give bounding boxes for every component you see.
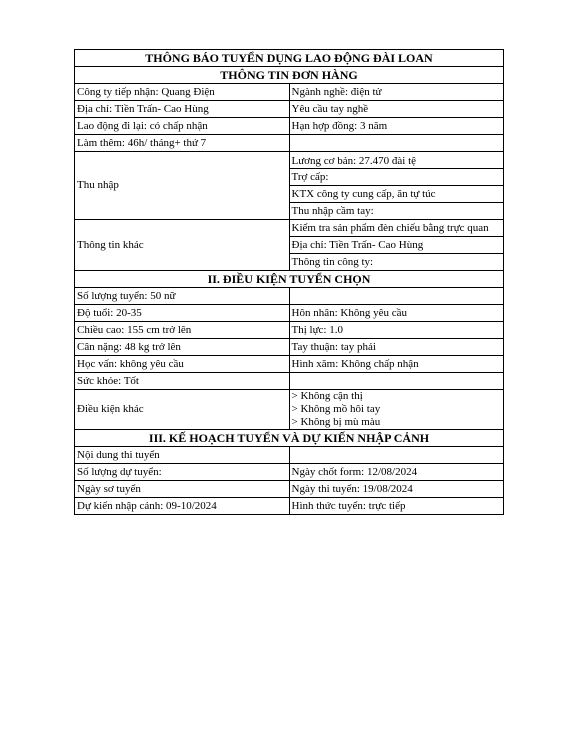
table-row: [75, 84, 504, 101]
section-heading-selection-criteria: II. ĐIỀU KIỆN TUYỂN CHỌN: [75, 271, 504, 288]
table-row: [75, 135, 504, 152]
exam-date-cell: Ngày thi tuyển: 19/08/2024: [289, 481, 504, 498]
condition-no-sweaty-hands: > Không mồ hôi tay: [291, 403, 381, 415]
table-row: [75, 118, 504, 135]
empty-cell: [289, 447, 504, 464]
health-cell: Sức khỏe: Tốt: [75, 373, 290, 390]
overtime-cell: Làm thêm: 46h/ tháng+ thứ 7: [75, 135, 290, 152]
weight-cell: Cân nặng: 48 kg trở lên: [75, 339, 290, 356]
recruitment-notice-table: [74, 49, 504, 515]
title-row: [75, 50, 504, 67]
recruitment-method-cell: Hình thức tuyển: trực tiếp: [289, 498, 504, 515]
empty-cell: [289, 135, 504, 152]
take-home-pay-cell: Thu nhập cầm tay:: [289, 203, 504, 220]
company-cell: Công ty tiếp nhận: Quang Điện: [75, 84, 290, 101]
section3-heading-row: [75, 430, 504, 447]
section-heading-order-info: THÔNG TIN ĐƠN HÀNG: [75, 67, 504, 84]
quantity-cell: Số lượng tuyển: 50 nữ: [75, 288, 290, 305]
table-row: [75, 288, 504, 305]
income-label: Thu nhập: [75, 152, 290, 220]
document-title: THÔNG BÁO TUYỂN DỤNG LAO ĐỘNG ĐÀI LOAN: [75, 50, 504, 67]
table-row: [75, 356, 504, 373]
skill-requirement-cell: Yêu cầu tay nghề: [289, 101, 504, 118]
other-conditions-cell: [289, 390, 504, 430]
section2-heading-row: [75, 271, 504, 288]
work-address-cell: Địa chỉ: Tiền Trấn- Cao Hùng: [289, 237, 504, 254]
form-close-date-cell: Ngày chốt form: 12/08/2024: [289, 464, 504, 481]
other-conditions-label: Điều kiện khác: [75, 390, 290, 430]
table-row: [75, 152, 504, 169]
table-row: [75, 447, 504, 464]
table-row: [75, 101, 504, 118]
expected-quantity-cell: Số lượng dự tuyển:: [75, 464, 290, 481]
address-cell: Địa chỉ: Tiền Trấn- Cao Hùng: [75, 101, 290, 118]
table-row: [75, 322, 504, 339]
marital-status-cell: Hôn nhân: Không yêu cầu: [289, 305, 504, 322]
section1-heading-row: [75, 67, 504, 84]
table-row: [75, 464, 504, 481]
handedness-cell: Tay thuận: tay phải: [289, 339, 504, 356]
condition-no-myopia: > Không cận thị: [291, 390, 363, 402]
preliminary-date-cell: Ngày sơ tuyển: [75, 481, 290, 498]
rehire-cell: Lao động đi lại: có chấp nhận: [75, 118, 290, 135]
allowance-cell: Trợ cấp:: [289, 169, 504, 186]
table-row: [75, 305, 504, 322]
tattoo-cell: Hình xăm: Không chấp nhận: [289, 356, 504, 373]
age-cell: Độ tuổi: 20-35: [75, 305, 290, 322]
contract-term-cell: Hạn hợp đồng: 3 năm: [289, 118, 504, 135]
empty-cell: [289, 373, 504, 390]
company-info-cell: Thông tin công ty:: [289, 254, 504, 271]
table-row: [75, 498, 504, 515]
table-row: [75, 373, 504, 390]
table-row: [75, 220, 504, 237]
exam-content-cell: Nội dung thi tuyển: [75, 447, 290, 464]
height-cell: Chiều cao: 155 cm trở lên: [75, 322, 290, 339]
base-salary-cell: Lương cơ bản: 27.470 đài tệ: [289, 152, 504, 169]
dormitory-cell: KTX công ty cung cấp, ăn tự túc: [289, 186, 504, 203]
empty-cell: [289, 288, 504, 305]
table-row: [75, 481, 504, 498]
section-heading-recruitment-plan: III. KẾ HOẠCH TUYỂN VÀ DỰ KIẾN NHẬP CẢNH: [75, 430, 504, 447]
other-info-label: Thông tin khác: [75, 220, 290, 271]
expected-entry-cell: Dự kiến nhập cảnh: 09-10/2024: [75, 498, 290, 515]
condition-no-color-blindness: > Không bị mù màu: [291, 416, 381, 428]
table-row: [75, 390, 504, 430]
eyesight-cell: Thị lực: 1.0: [289, 322, 504, 339]
table-row: [75, 339, 504, 356]
education-cell: Học vấn: không yêu cầu: [75, 356, 290, 373]
industry-cell: Ngành nghề: điện tử: [289, 84, 504, 101]
job-description-cell: Kiểm tra sản phẩm đèn chiếu bằng trực quan: [289, 220, 504, 237]
